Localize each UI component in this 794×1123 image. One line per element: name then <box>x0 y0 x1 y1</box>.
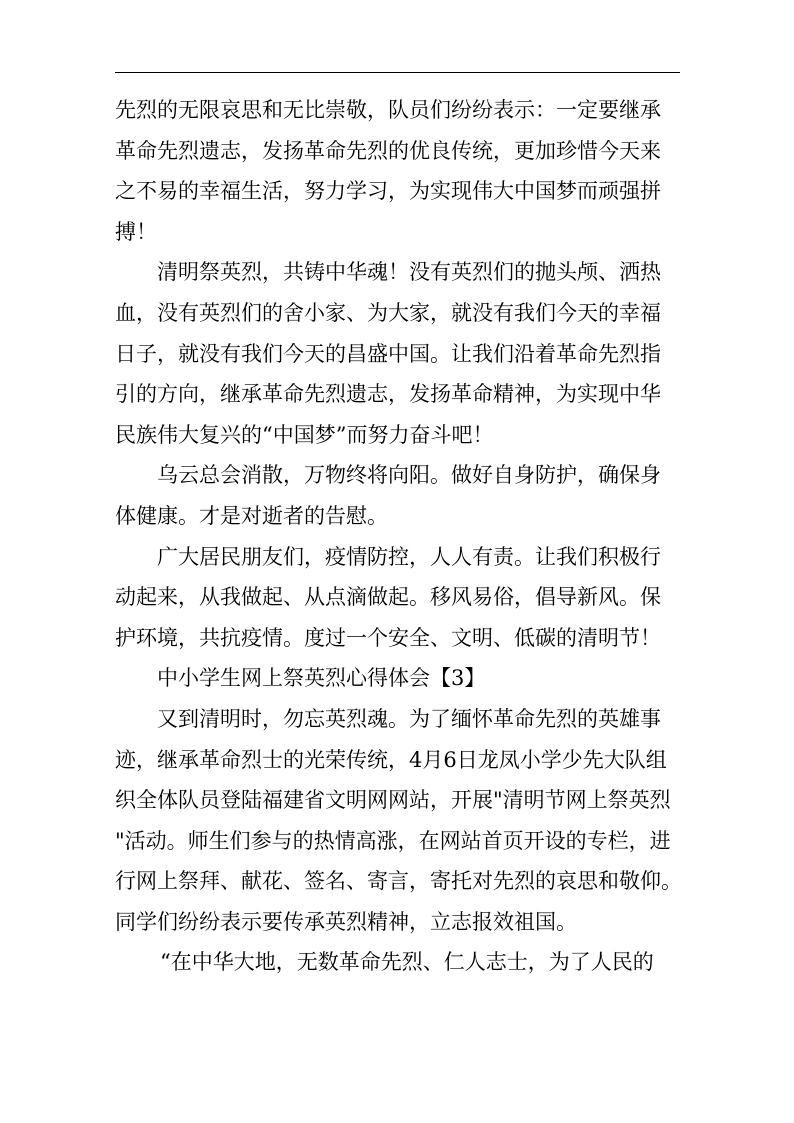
text-line: 之不易的幸福生活，努力学习，为实现伟大中国梦而顽强拼 <box>115 179 661 204</box>
text-line: 迹，继承革命烈士的光荣传统，4月6日龙凤小学少先大队组 <box>115 747 667 772</box>
text-line: 动起来，从我做起、从点滴做起。移风易俗，倡导新风。保 <box>115 585 661 610</box>
text-line: 革命先烈遗志，发扬革命先烈的优良传统，更加珍惜今天来 <box>115 138 661 163</box>
text-line: 行网上祭拜、献花、签名、寄言，寄托对先烈的哀思和敬仰。 <box>115 869 682 894</box>
text-line: 护环境，共抗疫情。度过一个安全、文明、低碳的清明节！ <box>115 625 661 650</box>
text-line: 先烈的无限哀思和无比崇敬，队员们纷纷表示：一定要继承 <box>115 98 661 122</box>
text-line: "活动。师生们参与的热情高涨，在网站首页开设的专栏，进 <box>115 828 671 853</box>
text-line: 织全体队员登陆福建省文明网网站，开展"清明节网上祭英烈 <box>115 788 671 813</box>
text-line: 日子，就没有我们今天的昌盛中国。让我们沿着革命先烈指 <box>115 341 661 366</box>
text-line: 血，没有英烈们的舍小家、为大家，就没有我们今天的幸福 <box>115 300 661 325</box>
header-rule <box>115 72 680 73</box>
section-heading: 中小学生网上祭英烈心得体会【3】 <box>157 666 486 691</box>
document-body <box>115 90 680 983</box>
paragraph-start: 乌云总会消散，万物终将向阳。做好自身防护，确保身 <box>157 463 661 488</box>
paragraph-start: 又到清明时，勿忘英烈魂。为了缅怀革命先烈的英雄事 <box>157 706 661 731</box>
text-line: 引的方向，继承革命先烈遗志，发扬革命精神，为实现中华 <box>115 382 661 407</box>
text-line: 体健康。才是对逝者的告慰。 <box>115 503 388 528</box>
text-line: 民族伟大复兴的“中国梦”而努力奋斗吧！ <box>115 422 494 447</box>
paragraph-start: “在中华大地，无数革命先烈、仁人志士，为了人民的 <box>160 950 654 975</box>
paragraph-start: 广大居民朋友们，疫情防控，人人有责。让我们积极行 <box>157 544 661 569</box>
text-line: 搏！ <box>115 219 157 244</box>
paragraph-start: 清明祭英烈，共铸中华魂！没有英烈们的抛头颅、洒热 <box>157 260 661 285</box>
text-line: 同学们纷纷表示要传承英烈精神，立志报效祖国。 <box>115 909 577 934</box>
